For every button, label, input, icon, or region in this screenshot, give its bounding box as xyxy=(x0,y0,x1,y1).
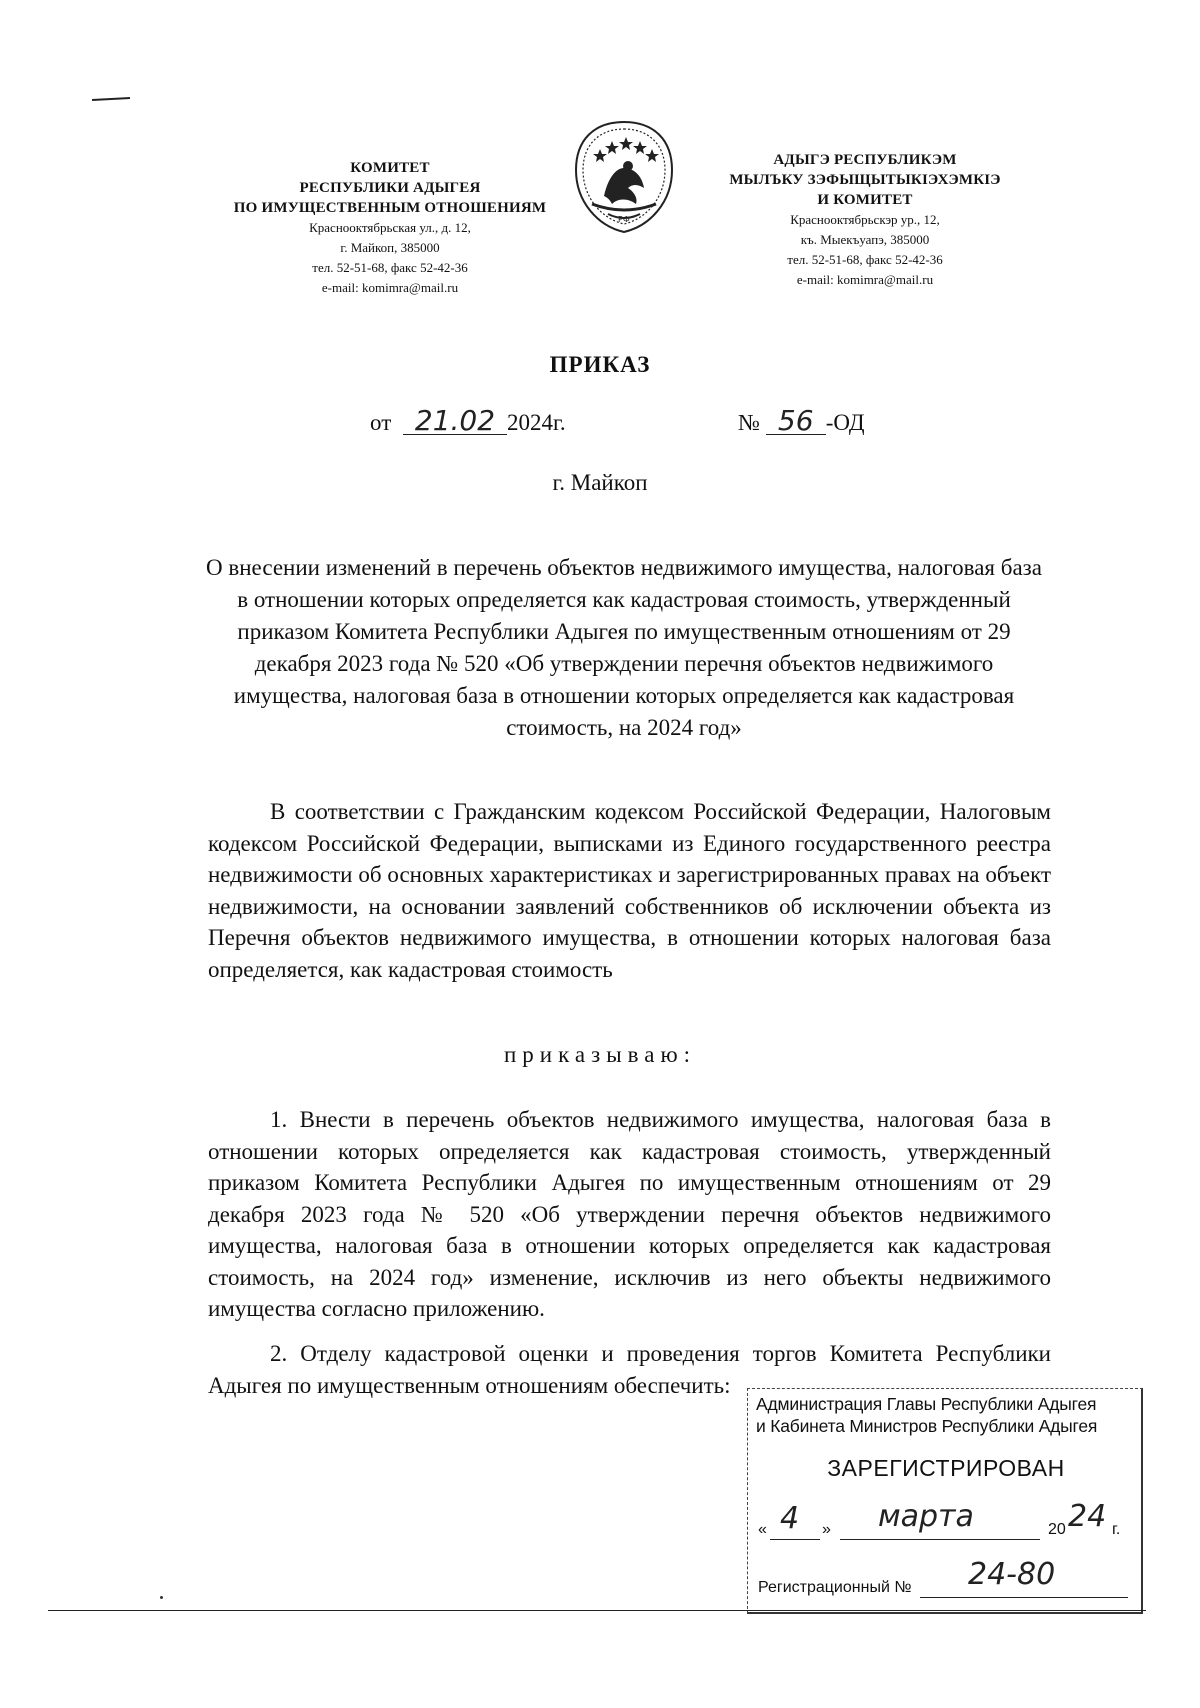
stamp-header xyxy=(756,1393,1140,1437)
header-right-line2: МЫЛЪКУ ЗЭФЫЩЫТЫКIЭХЭМКIЭ xyxy=(729,172,1001,188)
header-right xyxy=(690,150,1040,290)
header-left-line3: ПО ИМУЩЕСТВЕННЫМ ОТНОШЕНИЯМ xyxy=(233,200,547,216)
svg-text:PФ: PФ xyxy=(618,215,630,224)
stamp-line1: Администрация Главы Республики Адыгея xyxy=(756,1394,1097,1414)
stamp-registered: ЗАРЕГИСТРИРОВАН xyxy=(827,1455,1065,1481)
stamp-month-line xyxy=(840,1539,1040,1540)
header-right-address2: къ. Мыекъуапэ, 385000 xyxy=(800,232,930,247)
speck xyxy=(160,1596,163,1599)
stamp-reg-label: Регистрационный № xyxy=(758,1579,912,1596)
stamp-year-suffix: г. xyxy=(1112,1521,1121,1538)
header-right-address1: Краснооктябрьскэр ур., 12, xyxy=(790,212,940,227)
header-right-email: e-mail: komimra@mail.ru xyxy=(796,272,934,287)
margin-mark xyxy=(92,97,130,101)
stamp-year-handwritten: 24 xyxy=(1068,1499,1107,1534)
clause-1: 1. Внести в перечень объектов недвижимого имущества, налоговая база в отношении которых определяется как кадастровая стоимость, утвержденный приказом Комитета Республики Адыгея по имущественным отношениям от 29 декабря 2023 года № 520 «Об утверждении перечня объектов недвижимого имущества, налоговая база в отношении которых определяется как кадастровая стоимость, на 2024 год» изменение, исключив из него объекты недвижимого имущества согласно приложению. xyxy=(208,1107,1051,1321)
stamp-month-handwritten: марта xyxy=(878,1499,974,1534)
stamp-quote-open: « xyxy=(758,1521,767,1538)
stamp-quote-close: » xyxy=(822,1521,831,1538)
header-left-line2: РЕСПУБЛИКИ АДЫГЕЯ xyxy=(299,180,481,196)
date-from-label: от xyxy=(370,410,392,435)
stamp-line2: и Кабинета Министров Республики Адыгея xyxy=(756,1416,1098,1436)
stamp-number-row xyxy=(758,1557,1138,1605)
number-label: № xyxy=(738,410,760,435)
coat-of-arms-icon xyxy=(568,118,680,236)
stamp-day-line xyxy=(770,1539,820,1540)
stamp-number-line xyxy=(920,1597,1128,1598)
city: г. Майкоп xyxy=(552,470,648,495)
stamp-day-handwritten: 4 xyxy=(780,1501,800,1536)
clause-2: 2. Отделу кадастровой оценки и проведения торгов Комитета Республики Адыгея по имущественным отношениям обеспечить: xyxy=(208,1341,1051,1398)
header-right-phone: тел. 52-51-68, факс 52-42-36 xyxy=(787,252,943,267)
stamp-year-prefix: 20 xyxy=(1048,1521,1066,1538)
number-handwritten: 56 xyxy=(766,408,826,435)
date-year: 2024г. xyxy=(507,410,566,435)
order-number xyxy=(738,404,865,437)
order-subject: О внесении изменений в перечень объектов недвижимого имущества, налоговая база в отношении которых определяется как кадастровая стоимость, утвержденный приказом Комитета Республики Адыгея по имущественным отношениям от 29 декабря 2023 года № 520 «Об утверждении перечня объектов недвижимого имущества, налоговая база в отношении которых определяется как кадастровая стоимость, на 2024 год» xyxy=(206,555,1042,740)
header-left-email: e-mail: komimra@mail.ru xyxy=(321,280,459,295)
header-right-line3: И КОМИТЕТ xyxy=(817,192,913,208)
header-left-address1: Краснооктябрьская ул., д. 12, xyxy=(309,220,471,235)
header-left-address2: г. Майкоп, 385000 xyxy=(340,240,440,255)
header-left xyxy=(200,158,580,298)
header-left-line1: КОМИТЕТ xyxy=(350,160,430,176)
number-suffix: -ОД xyxy=(825,410,865,435)
footer-rule xyxy=(48,1610,1146,1611)
stamp-date-row xyxy=(758,1499,1138,1547)
preamble-paragraph: В соответствии с Гражданским кодексом Российской Федерации, Налоговым кодексом Российской Федерации, выписками из Единого государственного реестра недвижимости об основных характеристиках и зарегистрированных правах на объект недвижимости, на основании заявлений собственников об исключении объекта из Перечня объектов недвижимого имущества, в отношении которых налоговая база определяется, как кадастровая стоимость xyxy=(208,799,1051,982)
header-right-line1: АДЫГЭ РЕСПУБЛИКЭМ xyxy=(773,152,957,168)
decree-word: приказываю: xyxy=(503,1042,697,1067)
document-title: ПРИКАЗ xyxy=(549,352,651,377)
stamp-reg-number-handwritten: 24-80 xyxy=(968,1557,1056,1592)
registration-stamp xyxy=(747,1388,1143,1614)
date-handwritten: 21.02 xyxy=(403,408,507,435)
order-date xyxy=(370,404,566,437)
header-left-phone: тел. 52-51-68, факс 52-42-36 xyxy=(312,260,468,275)
